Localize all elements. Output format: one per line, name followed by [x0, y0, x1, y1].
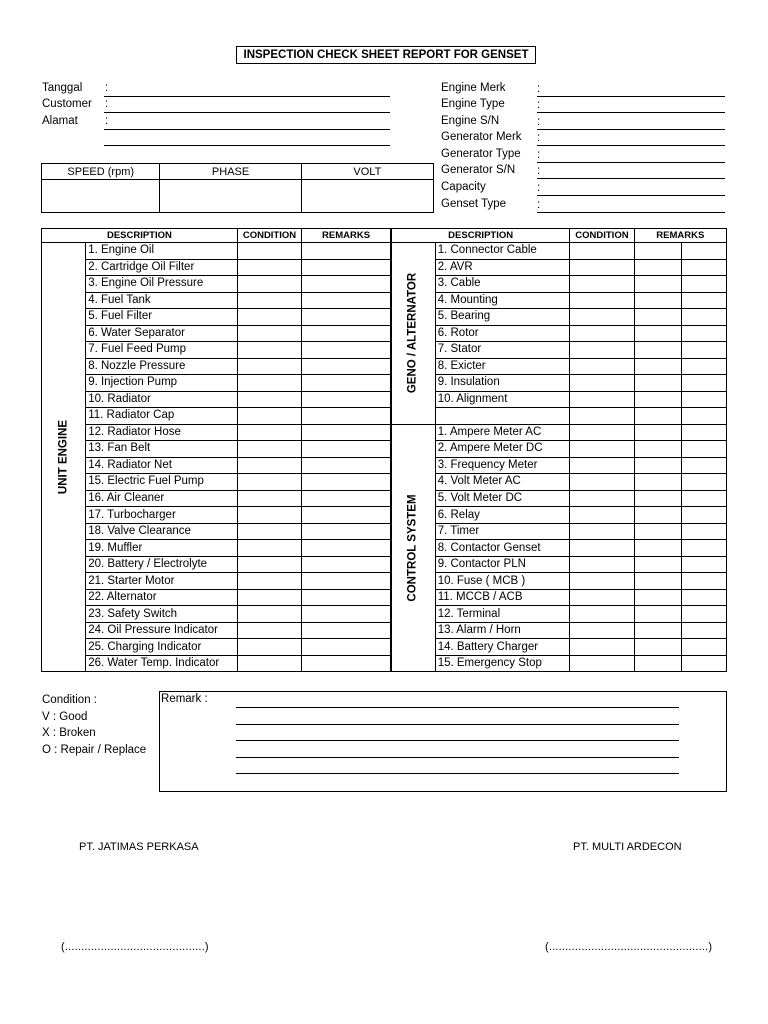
remarks-cell[interactable]: [302, 408, 391, 425]
remarks-cell[interactable]: [634, 639, 681, 656]
legend-good: V : Good: [42, 710, 88, 723]
condition-cell[interactable]: [237, 606, 301, 623]
remark-line[interactable]: [236, 740, 679, 741]
remarks-cell[interactable]: [302, 523, 391, 540]
remarks-cell[interactable]: [681, 589, 726, 606]
condition-cell[interactable]: [570, 457, 634, 474]
table-row: [42, 391, 727, 408]
engine-type-field[interactable]: [537, 112, 725, 113]
item-description: 21. Starter Motor: [86, 573, 238, 590]
item-description: 20. Battery / Electrolyte: [86, 556, 238, 573]
condition-cell[interactable]: [237, 523, 301, 540]
item-description: 8. Nozzle Pressure: [86, 358, 238, 375]
legend-title: Condition :: [42, 694, 97, 706]
item-description: 7. Fuel Feed Pump: [86, 342, 238, 359]
condition-cell[interactable]: [237, 655, 301, 672]
item-description: 18. Valve Clearance: [86, 523, 238, 540]
inspection-table: [41, 228, 727, 672]
table-row: [42, 622, 727, 639]
remarks-cell[interactable]: [634, 358, 681, 375]
condition-cell[interactable]: [570, 243, 634, 260]
condition-cell[interactable]: [570, 375, 634, 392]
label-capacity: Capacity: [441, 181, 486, 193]
section-unit-engine: [42, 243, 86, 672]
condition-cell[interactable]: [570, 573, 634, 590]
table-row: [42, 259, 727, 276]
remarks-cell[interactable]: [634, 457, 681, 474]
condition-cell[interactable]: [237, 259, 301, 276]
item-description: 13. Fan Belt: [86, 441, 238, 458]
remarks-cell[interactable]: [302, 325, 391, 342]
remarks-cell[interactable]: [681, 243, 726, 260]
condition-cell[interactable]: [570, 523, 634, 540]
item-description: 15. Electric Fuel Pump: [86, 474, 238, 491]
remarks-cell[interactable]: [681, 259, 726, 276]
remarks-cell[interactable]: [302, 589, 391, 606]
remarks-cell[interactable]: [681, 309, 726, 326]
remarks-cell[interactable]: [302, 424, 391, 441]
speed-header: SPEED (rpm): [42, 164, 160, 180]
table-row: [42, 589, 727, 606]
remarks-cell[interactable]: [681, 408, 726, 425]
condition-cell[interactable]: [570, 408, 634, 425]
remarks-cell[interactable]: [634, 655, 681, 672]
remarks-cell[interactable]: [634, 309, 681, 326]
condition-cell[interactable]: [570, 259, 634, 276]
label-alamat: Alamat: [42, 115, 78, 127]
table-row: [42, 556, 727, 573]
condition-cell[interactable]: [570, 325, 634, 342]
colon: :: [105, 98, 109, 110]
condition-cell[interactable]: [237, 342, 301, 359]
tanggal-field[interactable]: [104, 96, 390, 97]
label-engine-type: Engine Type: [441, 98, 505, 110]
remarks-cell[interactable]: [681, 375, 726, 392]
remark-box: [159, 691, 727, 792]
company-right: PT. MULTI ARDECON: [573, 841, 682, 853]
table-row: [42, 540, 727, 557]
condition-cell[interactable]: [237, 540, 301, 557]
remarks-cell[interactable]: [634, 556, 681, 573]
item-description: 6. Relay: [435, 507, 570, 524]
table-row: [42, 325, 727, 342]
remarks-cell[interactable]: [302, 507, 391, 524]
item-description: 24. Oil Pressure Indicator: [86, 622, 238, 639]
remarks-cell[interactable]: [681, 622, 726, 639]
item-description: 6. Water Separator: [86, 325, 238, 342]
condition-cell[interactable]: [237, 441, 301, 458]
remarks-cell[interactable]: [634, 589, 681, 606]
item-description: 6. Rotor: [435, 325, 570, 342]
table-row: [42, 408, 727, 425]
remark-label: Remark :: [161, 693, 208, 705]
condition-cell[interactable]: [237, 424, 301, 441]
item-description: [435, 408, 570, 425]
remarks-cell[interactable]: [302, 655, 391, 672]
label-tanggal: Tanggal: [42, 82, 83, 94]
remarks-cell[interactable]: [634, 424, 681, 441]
section-control-system: [391, 424, 435, 672]
item-description: 10. Fuse ( MCB ): [435, 573, 570, 590]
remarks-cell[interactable]: [681, 358, 726, 375]
remarks-cell[interactable]: [634, 523, 681, 540]
remarks-cell[interactable]: [634, 259, 681, 276]
phase-header: PHASE: [160, 164, 301, 180]
item-description: 22. Alternator: [86, 589, 238, 606]
colon: :: [537, 182, 541, 194]
item-description: 4. Fuel Tank: [86, 292, 238, 309]
remarks-cell[interactable]: [681, 325, 726, 342]
condition-cell[interactable]: [570, 556, 634, 573]
colon: :: [537, 165, 541, 177]
remarks-cell[interactable]: [302, 358, 391, 375]
remarks-cell[interactable]: [681, 523, 726, 540]
colon: :: [537, 99, 541, 111]
remarks-cell[interactable]: [681, 573, 726, 590]
condition-cell[interactable]: [570, 292, 634, 309]
signature-left: (...........................................): [61, 941, 209, 953]
remarks-cell[interactable]: [634, 474, 681, 491]
genset-type-field[interactable]: [537, 212, 725, 213]
item-description: 9. Injection Pump: [86, 375, 238, 392]
table-row: [42, 655, 727, 672]
condition-cell[interactable]: [570, 507, 634, 524]
condition-cell[interactable]: [570, 391, 634, 408]
item-description: 15. Emergency Stop: [435, 655, 570, 672]
speed-value-cell[interactable]: [42, 180, 160, 213]
remarks-cell[interactable]: [302, 474, 391, 491]
colon: :: [537, 83, 541, 95]
condition-cell[interactable]: [237, 309, 301, 326]
volt-header: VOLT: [301, 164, 433, 180]
remark-line[interactable]: [236, 724, 679, 725]
item-description: 19. Muffler: [86, 540, 238, 557]
item-description: 17. Turbocharger: [86, 507, 238, 524]
table-row: [42, 276, 727, 293]
remarks-cell[interactable]: [634, 540, 681, 557]
remarks-cell[interactable]: [302, 606, 391, 623]
table-row: [42, 424, 727, 441]
remarks-cell[interactable]: [302, 309, 391, 326]
alamat-field[interactable]: [104, 129, 390, 130]
item-description: 13. Alarm / Horn: [435, 622, 570, 639]
legend-repair: O : Repair / Replace: [42, 743, 147, 756]
remarks-cell[interactable]: [634, 243, 681, 260]
condition-cell[interactable]: [237, 375, 301, 392]
table-row: [42, 342, 727, 359]
condition-cell[interactable]: [237, 457, 301, 474]
condition-cell[interactable]: [570, 639, 634, 656]
colon: :: [105, 82, 109, 94]
remarks-cell[interactable]: [634, 391, 681, 408]
remarks-cell[interactable]: [681, 490, 726, 507]
item-description: 2. Cartridge Oil Filter: [86, 259, 238, 276]
speed-phase-volt-table: [41, 163, 434, 213]
item-description: 9. Contactor PLN: [435, 556, 570, 573]
table-row: [42, 358, 727, 375]
item-description: 10. Alignment: [435, 391, 570, 408]
condition-cell[interactable]: [237, 507, 301, 524]
remarks-cell[interactable]: [302, 276, 391, 293]
remarks-cell[interactable]: [302, 441, 391, 458]
condition-cell[interactable]: [237, 589, 301, 606]
item-description: 5. Bearing: [435, 309, 570, 326]
description-header: DESCRIPTION: [42, 229, 238, 243]
condition-cell[interactable]: [570, 441, 634, 458]
condition-cell[interactable]: [570, 622, 634, 639]
remarks-cell[interactable]: [681, 639, 726, 656]
table-row: [42, 292, 727, 309]
remarks-cell[interactable]: [302, 457, 391, 474]
condition-cell[interactable]: [570, 309, 634, 326]
item-description: 2. AVR: [435, 259, 570, 276]
item-description: 4. Volt Meter AC: [435, 474, 570, 491]
item-description: 26. Water Temp. Indicator: [86, 655, 238, 672]
remarks-cell[interactable]: [681, 292, 726, 309]
table-row: [42, 375, 727, 392]
label-generator-type: Generator Type: [441, 148, 521, 160]
remarks-cell[interactable]: [681, 556, 726, 573]
remarks-cell[interactable]: [634, 441, 681, 458]
condition-cell[interactable]: [570, 424, 634, 441]
item-description: 8. Exicter: [435, 358, 570, 375]
item-description: 3. Engine Oil Pressure: [86, 276, 238, 293]
item-description: 1. Engine Oil: [86, 243, 238, 260]
label-generator-merk: Generator Merk: [441, 131, 522, 143]
remarks-header: REMARKS: [302, 229, 391, 243]
remarks-cell[interactable]: [681, 655, 726, 672]
remarks-cell[interactable]: [634, 276, 681, 293]
remarks-cell[interactable]: [302, 243, 391, 260]
company-left: PT. JATIMAS PERKASA: [79, 841, 199, 853]
condition-cell[interactable]: [237, 325, 301, 342]
generator-sn-field[interactable]: [537, 178, 725, 179]
item-description: 25. Charging Indicator: [86, 639, 238, 656]
item-description: 11. Radiator Cap: [86, 408, 238, 425]
volt-value-cell[interactable]: [301, 180, 433, 213]
item-description: 11. MCCB / ACB: [435, 589, 570, 606]
remarks-cell[interactable]: [681, 606, 726, 623]
table-row: [42, 243, 727, 260]
item-description: 7. Stator: [435, 342, 570, 359]
remarks-cell[interactable]: [302, 342, 391, 359]
item-description: 10. Radiator: [86, 391, 238, 408]
condition-cell[interactable]: [237, 358, 301, 375]
remarks-cell[interactable]: [634, 325, 681, 342]
condition-cell[interactable]: [570, 358, 634, 375]
remark-line[interactable]: [236, 773, 679, 774]
customer-field[interactable]: [104, 112, 390, 113]
condition-cell[interactable]: [570, 474, 634, 491]
engine-sn-field[interactable]: [537, 129, 725, 130]
remarks-cell[interactable]: [681, 342, 726, 359]
table-row: [42, 474, 727, 491]
condition-cell[interactable]: [237, 490, 301, 507]
item-description: 1. Connector Cable: [435, 243, 570, 260]
generator-type-field[interactable]: [537, 162, 725, 163]
item-description: 5. Fuel Filter: [86, 309, 238, 326]
remarks-cell[interactable]: [302, 490, 391, 507]
capacity-field[interactable]: [537, 195, 725, 196]
condition-cell[interactable]: [237, 622, 301, 639]
remarks-cell[interactable]: [634, 375, 681, 392]
remarks-cell[interactable]: [634, 490, 681, 507]
remarks-cell[interactable]: [634, 408, 681, 425]
remarks-cell[interactable]: [302, 259, 391, 276]
signature-right: (.................................................): [545, 941, 713, 953]
phase-value-cell[interactable]: [160, 180, 301, 213]
remarks-cell[interactable]: [681, 424, 726, 441]
item-description: 3. Frequency Meter: [435, 457, 570, 474]
condition-cell[interactable]: [237, 474, 301, 491]
condition-cell[interactable]: [570, 490, 634, 507]
table-row: [42, 523, 727, 540]
remark-line[interactable]: [236, 757, 679, 758]
condition-header: CONDITION: [237, 229, 301, 243]
condition-cell[interactable]: [237, 556, 301, 573]
item-description: 14. Radiator Net: [86, 457, 238, 474]
colon: :: [537, 149, 541, 161]
condition-cell[interactable]: [570, 606, 634, 623]
item-description: 8. Contactor Genset: [435, 540, 570, 557]
remarks-cell[interactable]: [634, 292, 681, 309]
remarks-cell[interactable]: [681, 507, 726, 524]
section-label: GENO / ALTERNATOR: [406, 273, 419, 394]
label-generator-sn: Generator S/N: [441, 164, 516, 176]
item-description: 16. Air Cleaner: [86, 490, 238, 507]
alamat-field-line2[interactable]: [104, 145, 390, 146]
condition-cell[interactable]: [570, 276, 634, 293]
condition-cell[interactable]: [237, 276, 301, 293]
condition-cell[interactable]: [237, 573, 301, 590]
remarks-cell[interactable]: [681, 540, 726, 557]
colon: :: [537, 199, 541, 211]
item-description: 3. Cable: [435, 276, 570, 293]
condition-cell[interactable]: [570, 655, 634, 672]
remarks-cell[interactable]: [681, 391, 726, 408]
legend-broken: X : Broken: [42, 727, 96, 739]
condition-cell[interactable]: [570, 342, 634, 359]
section-label: UNIT ENGINE: [57, 420, 70, 495]
condition-cell[interactable]: [237, 639, 301, 656]
condition-header: CONDITION: [570, 229, 634, 243]
remarks-cell[interactable]: [634, 507, 681, 524]
condition-cell[interactable]: [570, 589, 634, 606]
remarks-cell[interactable]: [302, 292, 391, 309]
label-customer: Customer: [42, 98, 92, 110]
generator-merk-field[interactable]: [537, 145, 725, 146]
table-row: [42, 457, 727, 474]
table-row: [42, 639, 727, 656]
table-row: [42, 573, 727, 590]
item-description: 2. Ampere Meter DC: [435, 441, 570, 458]
label-engine-merk: Engine Merk: [441, 82, 506, 94]
item-description: 12. Radiator Hose: [86, 424, 238, 441]
item-description: 7. Timer: [435, 523, 570, 540]
condition-cell[interactable]: [237, 292, 301, 309]
colon: :: [105, 115, 109, 127]
colon: :: [537, 132, 541, 144]
remarks-cell[interactable]: [302, 375, 391, 392]
remark-line[interactable]: [236, 707, 679, 708]
remarks-cell[interactable]: [302, 556, 391, 573]
section-label: CONTROL SYSTEM: [406, 494, 419, 602]
page-title: INSPECTION CHECK SHEET REPORT FOR GENSET: [236, 46, 536, 64]
remarks-cell[interactable]: [634, 622, 681, 639]
remarks-cell[interactable]: [681, 441, 726, 458]
item-description: 23. Safety Switch: [86, 606, 238, 623]
description-header: DESCRIPTION: [391, 229, 570, 243]
table-row: [42, 507, 727, 524]
item-description: 4. Mounting: [435, 292, 570, 309]
item-description: 12. Terminal: [435, 606, 570, 623]
condition-cell[interactable]: [237, 243, 301, 260]
remarks-header: REMARKS: [634, 229, 726, 243]
table-row: [42, 309, 727, 326]
remarks-cell[interactable]: [302, 639, 391, 656]
condition-cell[interactable]: [237, 408, 301, 425]
remarks-cell[interactable]: [302, 540, 391, 557]
item-description: 14. Battery Charger: [435, 639, 570, 656]
label-genset-type: Genset Type: [441, 198, 506, 210]
table-row: [42, 441, 727, 458]
condition-cell[interactable]: [570, 540, 634, 557]
remarks-cell[interactable]: [681, 457, 726, 474]
remarks-cell[interactable]: [302, 391, 391, 408]
table-row: [42, 490, 727, 507]
item-description: 1. Ampere Meter AC: [435, 424, 570, 441]
condition-legend: [42, 692, 146, 758]
remarks-cell[interactable]: [302, 573, 391, 590]
remarks-cell[interactable]: [634, 342, 681, 359]
item-description: 5. Volt Meter DC: [435, 490, 570, 507]
table-row: [42, 606, 727, 623]
remarks-cell[interactable]: [681, 276, 726, 293]
engine-merk-field[interactable]: [537, 96, 725, 97]
colon: :: [537, 116, 541, 128]
remarks-cell[interactable]: [634, 573, 681, 590]
section-geno-alternator: [391, 243, 435, 425]
condition-cell[interactable]: [237, 391, 301, 408]
label-engine-sn: Engine S/N: [441, 115, 500, 127]
item-description: 9. Insulation: [435, 375, 570, 392]
remarks-cell[interactable]: [302, 622, 391, 639]
remarks-cell[interactable]: [634, 606, 681, 623]
remarks-cell[interactable]: [681, 474, 726, 491]
